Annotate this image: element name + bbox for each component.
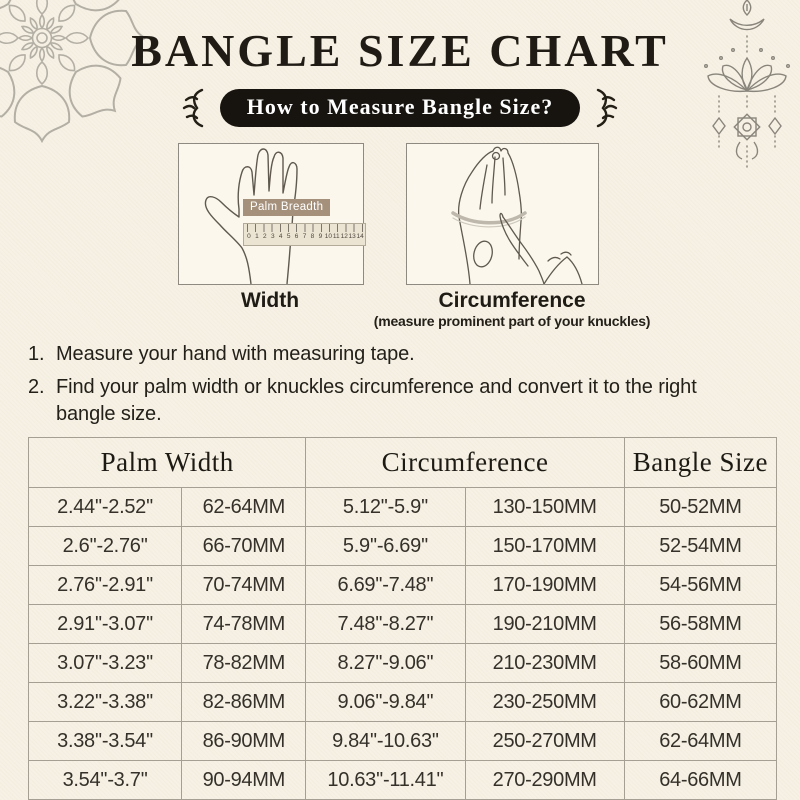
hand-circumference-illustration-icon xyxy=(407,144,598,284)
table-header-palm-width: Palm Width xyxy=(29,438,306,488)
width-diagram-panel xyxy=(178,143,364,285)
table-row: 3.54''-3.7'' 90-94MM 10.63''-11.41'' 270-290MM 64-66MM xyxy=(29,761,777,800)
instruction-text: Find your palm width or knuckles circumference and convert it to the right bangle size. xyxy=(56,375,697,426)
size-conversion-table xyxy=(28,437,777,800)
table-row: 2.91''-3.07'' 74-78MM 7.48''-8.27'' 190-210MM 56-58MM xyxy=(29,605,777,644)
table-header-bangle-size: Bangle Size xyxy=(624,438,776,488)
banner-row xyxy=(0,87,800,129)
circumference-caption-title: Circumference xyxy=(438,289,586,312)
instruction-step-1 xyxy=(28,341,740,369)
table-row: 2.44''-2.52'' 62-64MM 5.12''-5.9'' 130-150MM 50-52MM xyxy=(29,488,777,527)
table-row: 3.38''-3.54'' 86-90MM 9.84''-10.63'' 250-270MM 62-64MM xyxy=(29,722,777,761)
how-to-measure-banner: How to Measure Bangle Size? xyxy=(220,89,580,127)
circumference-caption xyxy=(362,289,662,329)
instruction-number: 1. xyxy=(28,343,45,365)
table-row: 2.76''-2.91'' 70-74MM 6.69''-7.48'' 170-190MM 54-56MM xyxy=(29,566,777,605)
page-title: BANGLE SIZE CHART xyxy=(131,25,669,76)
table-row: 3.07''-3.23'' 78-82MM 8.27''-9.06'' 210-230MM 58-60MM xyxy=(29,644,777,683)
instructions-list xyxy=(28,341,740,434)
ruler-numbers: 0 1 2 3 4 5 6 7 8 9 10 11 12 13 14 xyxy=(247,233,364,240)
instruction-text: Measure your hand with measuring tape. xyxy=(56,343,415,365)
circumference-diagram-panel xyxy=(406,143,599,285)
table-row: 3.22''-3.38'' 82-86MM 9.06''-9.84'' 230-250MM 60-62MM xyxy=(29,683,777,722)
circumference-subcaption: (measure prominent part of your knuckles) xyxy=(373,313,651,329)
table-header-row xyxy=(29,438,777,488)
table-row: 2.6''-2.76'' 66-70MM 5.9''-6.69'' 150-170MM 52-54MM xyxy=(29,527,777,566)
instruction-step-2 xyxy=(28,374,740,429)
width-caption: Width xyxy=(240,289,300,312)
instruction-number: 2. xyxy=(28,375,45,398)
flourish-right-icon xyxy=(593,87,620,129)
ruler-ticks xyxy=(247,224,363,232)
flourish-left-icon xyxy=(180,87,207,129)
table-header-circumference: Circumference xyxy=(306,438,624,488)
palm-breadth-label: Palm Breadth xyxy=(243,199,330,216)
ruler xyxy=(243,223,366,246)
